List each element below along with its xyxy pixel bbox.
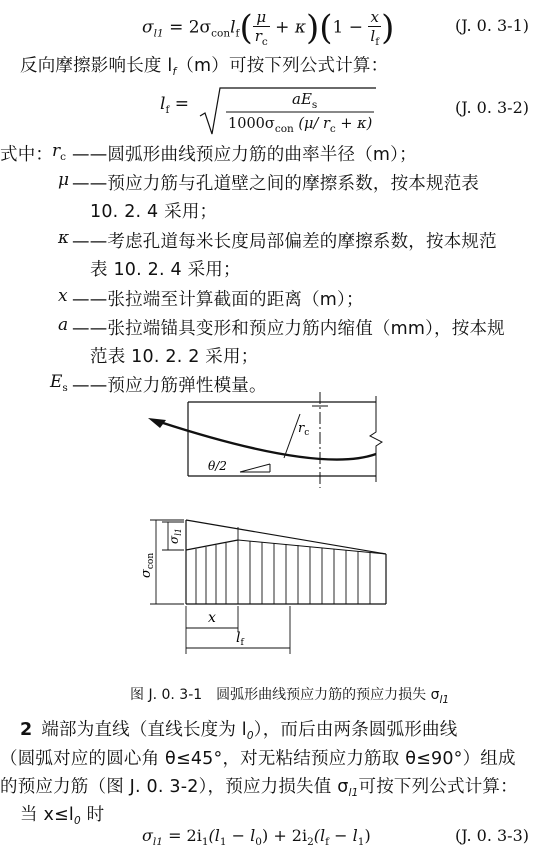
beam-diagram [148, 392, 382, 488]
eq1-rc-sub: c [261, 36, 268, 48]
eq1-lf2: l [370, 27, 376, 45]
loss-diagram [150, 520, 386, 654]
eq2-den-b: (μ/ r [298, 116, 330, 132]
eq1-lhs-sub: l1 [153, 27, 164, 40]
para2-line3: 的预应力筋（图 J. 0. 3-2），预应力损失值 $\sigma_{l1}$可按下列公式计算： [0, 777, 518, 799]
def-symbol-a: a [58, 315, 69, 335]
eq1-con: con [211, 27, 231, 40]
eq2-num-sub: s [311, 99, 318, 111]
eq3-number: (J. 0. 3-3) [455, 826, 529, 845]
label-sigma-l1: $\sigma_{l1}$ [167, 528, 183, 544]
def-text-a-1: ——张拉端锚具变形和预应力筋内缩值（mm），按本规 [72, 319, 505, 339]
intro-lf-rest: （m）可按下列公式计算： [176, 56, 389, 76]
def-symbol-es: $E_s$ [50, 372, 68, 394]
eq1-number: (J. 0. 3-1) [455, 16, 529, 35]
intro-lf-text: 反向摩擦影响长度 l [20, 56, 173, 76]
equation-j0303: $\sigma_{l1} = 2i_1(l_1 - l_0) + 2i_2(l_f - l_1)$ (J. 0. 3-3) [142, 826, 529, 848]
def-symbol-x: x [58, 286, 68, 306]
para2-line2: （圆弧对应的圆心角 θ≤45°，对无粘结预应力筋取 θ≤90°）组成 [0, 749, 516, 769]
intro-lf-line [0, 52, 535, 82]
label-sigma-con: $\sigma_{con}$ [139, 552, 156, 578]
def-text-mu-2: 10. 2. 4 采用； [90, 202, 218, 222]
eq1-one-minus: 1 − [332, 17, 363, 38]
equation-j0302: $l_f$ = $aE_s$ $1000\sigma_{con}$ (μ/ $r_c + \kappa$) (J. 0. 3-2) [0, 84, 535, 140]
def-symbol-kappa: κ [58, 228, 70, 248]
def-text-es: ——预应力筋弹性模量。 [72, 376, 267, 396]
def-symbol-mu: μ [58, 170, 70, 190]
def-text-kappa-1: ——考虑孔道每米长度局部偏差的摩擦系数，按本规范 [72, 232, 497, 252]
def-symbol-rc: $r_c$ [52, 141, 67, 163]
eq1-lhs: σ [142, 17, 154, 38]
eq1-eq: = 2σ [169, 17, 212, 38]
eq1-lf: l [230, 17, 236, 38]
eq2-num: aE [292, 90, 312, 108]
eq2-den-sub: con [274, 123, 294, 135]
eq1-x: x [370, 8, 379, 26]
eq2-den-c: + κ) [340, 116, 373, 132]
para2-number: 2 [20, 720, 33, 740]
eq1-lf2-sub: f [375, 36, 380, 48]
eq1-mu: μ [256, 8, 267, 26]
figure-j0301 [0, 392, 535, 682]
def-text-kappa-2: 表 10. 2. 4 采用； [90, 260, 241, 280]
def-text-mu-1: ——预应力筋与孔道壁之间的摩擦系数，按本规范表 [72, 174, 480, 194]
intro-lf-sub: f [172, 66, 177, 78]
def-text-x: ——张拉端至计算截面的距离（m）； [72, 290, 364, 310]
def-text-rc: ——圆弧形曲线预应力筋的曲率半径（m）； [72, 145, 417, 165]
eq2-number: (J. 0. 3-2) [455, 98, 529, 117]
def-text-a-2: 范表 10. 2. 2 采用； [90, 347, 259, 367]
eq1-plus-kappa: + κ [275, 17, 306, 38]
hatching [196, 527, 370, 604]
para2-line1: 2 端部为直线（直线长度为 $l_0$），而后由两条圆弧形曲线 [20, 720, 458, 742]
label-rc: $r_c$ [298, 421, 310, 438]
definitions-lead: 式中： [0, 145, 54, 165]
label-x: x [208, 610, 216, 626]
eq2-lhs-sub: f [165, 104, 170, 116]
condition-line: 当 $x\le l_0$ 时 [20, 805, 105, 827]
eq1-rc: r [254, 27, 262, 45]
eq2-eq: = [174, 94, 189, 114]
figure-caption: 图 J. 0. 3-1 圆弧形曲线预应力筋的预应力损失 $\sigma_{l1}$ [130, 687, 450, 706]
equation-j0301: $\sigma_{l1} = 2\sigma_{con}l_f$( $\frac{\mu}{r_c}$ + κ)(1 − $\frac{x}{l_f}$ ) (J. 0. 3-1) [142, 8, 529, 48]
label-lf: $l_f$ [236, 630, 244, 648]
eq2-lhs: l [160, 94, 166, 114]
label-theta: θ/2 [208, 459, 227, 473]
eq2-den-a: 1000σ [228, 116, 275, 132]
eq1-lf-sub: f [235, 27, 240, 40]
